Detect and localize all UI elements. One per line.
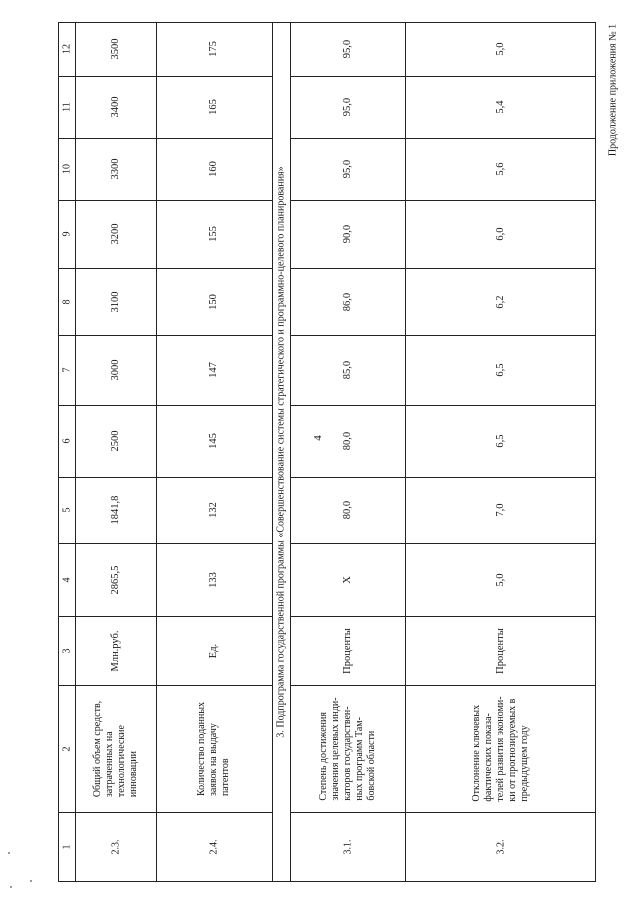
header-cell-text: 2	[60, 746, 72, 751]
row-name-line: предыдущем году	[518, 724, 530, 802]
indicator-table	[58, 22, 596, 882]
value-cell	[75, 138, 156, 200]
header-cell	[58, 685, 75, 812]
page-number: 4	[312, 435, 324, 441]
header-cell	[58, 616, 75, 685]
value-cell-text: 3000	[109, 359, 121, 381]
row-number-text: 2.4.	[208, 839, 220, 855]
header-cell-text: 4	[60, 577, 72, 582]
row-number-text: 3.1.	[341, 839, 353, 855]
value-cell	[290, 268, 405, 335]
row-name-line: затраченных на	[103, 730, 115, 797]
header-cell-text: 9	[60, 231, 72, 237]
header-cell-text: 8	[60, 299, 72, 304]
row-unit-text: Проценты	[494, 627, 506, 674]
value-cell	[290, 477, 405, 543]
value-cell-text: 7,0	[494, 503, 506, 517]
row-unit	[75, 616, 156, 685]
value-cell	[75, 405, 156, 477]
row-name	[156, 685, 272, 812]
value-cell	[405, 477, 596, 543]
value-cell-text: 160	[207, 161, 219, 177]
header-cell	[58, 812, 75, 882]
header-cell-text: 11	[60, 102, 72, 112]
value-cell	[405, 138, 596, 200]
value-cell	[405, 405, 596, 477]
row-number	[156, 812, 272, 882]
row-name-line: ки от прогнозируемых в	[506, 698, 518, 802]
value-cell-text: 175	[207, 41, 219, 57]
row-name-text	[196, 701, 232, 795]
row-name	[405, 685, 596, 812]
header-cell-text: 12	[60, 44, 72, 54]
section-title-text: 3. Подпрограмма государственной программы «Совершенствование системы стратегического и программно-целевого планирования»	[275, 166, 287, 738]
value-cell	[290, 138, 405, 200]
value-cell	[75, 268, 156, 335]
value-cell-text: 6,5	[494, 363, 506, 377]
row-unit-text: Проценты	[341, 627, 353, 674]
value-cell	[156, 543, 272, 616]
value-cell	[156, 22, 272, 76]
value-cell-text: 95,0	[341, 159, 353, 179]
section-title	[272, 22, 290, 882]
value-cell-text: 150	[207, 293, 219, 310]
value-cell-text: 3500	[109, 38, 121, 60]
header-cell	[58, 22, 75, 76]
value-cell-text: 95,0	[341, 97, 353, 117]
value-cell-text: 95,0	[341, 39, 353, 59]
value-cell-text: 3200	[109, 223, 121, 245]
header-cell	[58, 268, 75, 335]
value-cell-text: 2865,5	[109, 565, 121, 594]
value-cell-text: 86,0	[341, 292, 353, 311]
row-name-line: заявок на выдачу	[208, 722, 219, 796]
header-cell-text: 7	[60, 367, 72, 373]
header-cell	[58, 200, 75, 268]
row-name-line: патентов	[220, 757, 231, 796]
value-cell	[156, 405, 272, 477]
value-cell-text: 6,2	[494, 294, 506, 309]
value-cell	[405, 76, 596, 138]
header-cell-text: 1	[60, 844, 72, 850]
value-cell-text: 6,5	[494, 434, 506, 448]
header-cell	[58, 76, 75, 138]
value-cell	[156, 200, 272, 268]
value-cell-text: 5,6	[494, 162, 506, 176]
value-cell	[290, 405, 405, 477]
value-cell-text: 1841,8	[109, 495, 121, 525]
row-name	[75, 685, 156, 812]
value-cell	[405, 543, 596, 616]
row-number	[405, 812, 596, 882]
value-cell	[156, 138, 272, 200]
header-cell-text: 3	[60, 648, 72, 653]
row-name-line: Степень достижения	[317, 711, 329, 801]
value-cell	[290, 22, 405, 76]
row-unit-text: Ед.	[207, 643, 219, 658]
row-number	[290, 812, 405, 882]
row-name-line: Количество поданных	[196, 701, 207, 796]
value-cell-text: 5,4	[494, 100, 506, 114]
value-cell-text: 3100	[109, 291, 121, 312]
value-cell	[75, 76, 156, 138]
value-cell	[156, 477, 272, 543]
value-cell-text: 80,0	[341, 500, 353, 520]
continuation-note: Продолжение приложения № 1	[607, 23, 619, 157]
value-cell	[156, 335, 272, 405]
row-name	[290, 685, 405, 812]
value-cell-text: 165	[207, 99, 219, 115]
value-cell	[405, 200, 596, 268]
row-number	[75, 812, 156, 882]
value-cell	[290, 335, 405, 405]
scan-speck	[30, 880, 32, 882]
row-unit	[290, 616, 405, 685]
value-cell-text: 85,0	[341, 360, 353, 380]
value-cell	[290, 76, 405, 138]
value-cell	[156, 268, 272, 335]
value-cell-text: 80,0	[341, 431, 353, 451]
value-cell	[75, 543, 156, 616]
value-cell-text: 3400	[109, 96, 121, 118]
row-name-line: Отклонение ключевых	[470, 704, 482, 802]
row-name-line: фактических показа-	[482, 712, 494, 802]
scan-speck	[8, 852, 10, 854]
header-cell-text: 10	[60, 164, 72, 174]
value-cell	[75, 335, 156, 405]
header-cell-text: 5	[60, 507, 72, 513]
row-number-text: 2.3.	[109, 839, 121, 855]
value-cell	[75, 22, 156, 76]
header-cell	[58, 405, 75, 477]
value-cell-text: 147	[207, 362, 219, 378]
row-name-line: инновации	[127, 750, 139, 797]
value-cell-text: 145	[207, 433, 219, 449]
value-cell	[290, 200, 405, 268]
value-cell	[156, 76, 272, 138]
row-name-line: телей развития экономи-	[494, 695, 506, 802]
value-cell-text: 6,0	[494, 227, 506, 241]
row-name-line: бовской области	[365, 730, 377, 801]
row-name-line: значения целевых инди-	[329, 696, 341, 801]
value-cell-text: 132	[207, 502, 219, 518]
value-cell-text: Х	[341, 575, 353, 584]
row-name-line: Общий объем средств,	[91, 700, 103, 797]
header-cell	[58, 335, 75, 405]
value-cell	[75, 477, 156, 543]
value-cell	[290, 543, 405, 616]
value-cell	[405, 335, 596, 405]
row-unit	[405, 616, 596, 685]
row-unit	[156, 616, 272, 685]
value-cell	[405, 268, 596, 335]
row-name-text	[471, 696, 531, 801]
value-cell-text: 5,0	[494, 572, 506, 587]
row-name-text	[318, 697, 378, 800]
header-cell	[58, 138, 75, 200]
row-name-text	[92, 700, 140, 796]
value-cell-text: 5,0	[494, 42, 506, 56]
value-cell-text: 90,0	[341, 224, 353, 244]
row-name-line: ных программ Там-	[353, 716, 365, 801]
row-number-text: 3.2.	[494, 839, 506, 855]
scan-speck	[10, 886, 12, 888]
header-cell	[58, 543, 75, 616]
value-cell	[405, 22, 596, 76]
value-cell-text: 133	[207, 571, 219, 588]
value-cell-text: 155	[207, 226, 219, 242]
value-cell	[75, 200, 156, 268]
value-cell-text: 3300	[109, 158, 121, 180]
row-unit-text: Млн.руб.	[109, 629, 121, 672]
row-name-line: технологические	[115, 724, 127, 797]
value-cell-text: 2500	[109, 430, 121, 452]
header-cell-text: 6	[60, 438, 72, 444]
row-name-line: каторов государствен-	[341, 705, 353, 801]
header-cell	[58, 477, 75, 543]
